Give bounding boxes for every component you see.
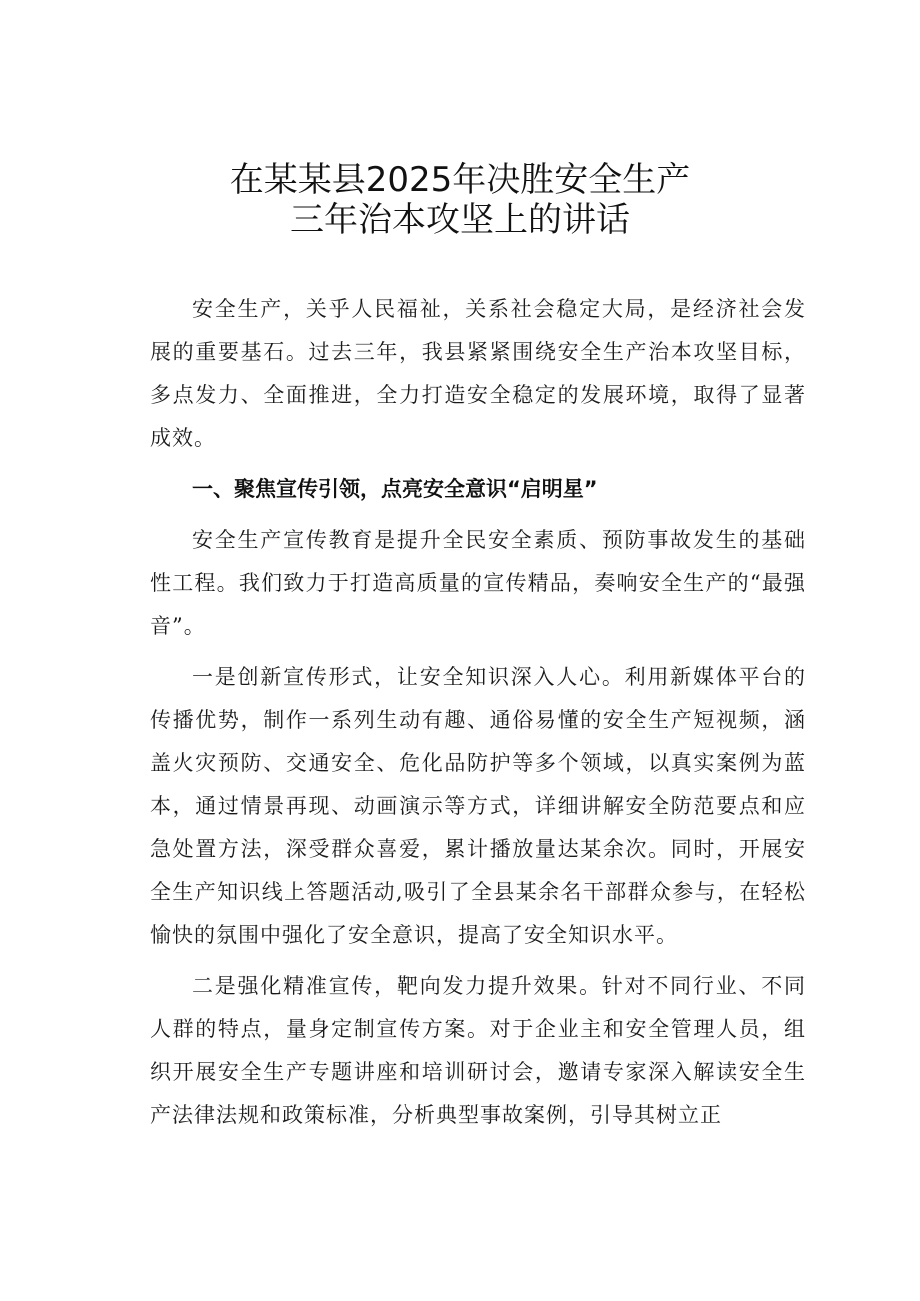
point-two-paragraph: 二是强化精准宣传，靶向发力提升效果。针对不同行业、不同人群的特点，量身定制宣传方案。对于企业主和安全管理人员，组织开展安全生产专题讲座和培训研讨会，邀请专家深入解读安全生产法律法规和政策标准，分析典型事故案例，引导其树立正	[150, 974, 806, 1127]
document-body	[150, 288, 806, 1137]
intro-paragraph: 安全生产，关乎人民福祉，关系社会稳定大局，是经济社会发展的重要基石。过去三年，我县紧紧围绕安全生产治本攻坚目标，多点发力、全面推进，全力打造安全稳定的发展环境，取得了显著成效。	[150, 297, 806, 450]
section-heading-1: 一、聚焦宣传引领，点亮安全意识“启明星”	[192, 477, 598, 501]
title-line-1: 在某某县2025年决胜安全生产	[229, 160, 691, 200]
section-1-paragraph: 安全生产宣传教育是提升全民安全素质、预防事故发生的基础性工程。我们致力于打造高质量的宣传精品，奏响安全生产的“最强音”。	[150, 528, 806, 638]
point-one-paragraph: 一是创新宣传形式，让安全知识深入人心。利用新媒体平台的传播优势，制作一系列生动有趣、通俗易懂的安全生产短视频，涵盖火灾预防、交通安全、危化品防护等多个领域，以真实案例为蓝本，通过情景再现、动画演示等方式，详细讲解安全防范要点和应急处置方法，深受群众喜爱，累计播放量达某余次。同时，开展安全生产知识线上答题活动,吸引了全县某余名干部群众参与，在轻松愉快的氛围中强化了安全意识，提高了安全知识水平。	[150, 665, 806, 947]
title-line-2: 三年治本攻坚上的讲话	[290, 200, 630, 240]
document-title	[0, 160, 920, 240]
